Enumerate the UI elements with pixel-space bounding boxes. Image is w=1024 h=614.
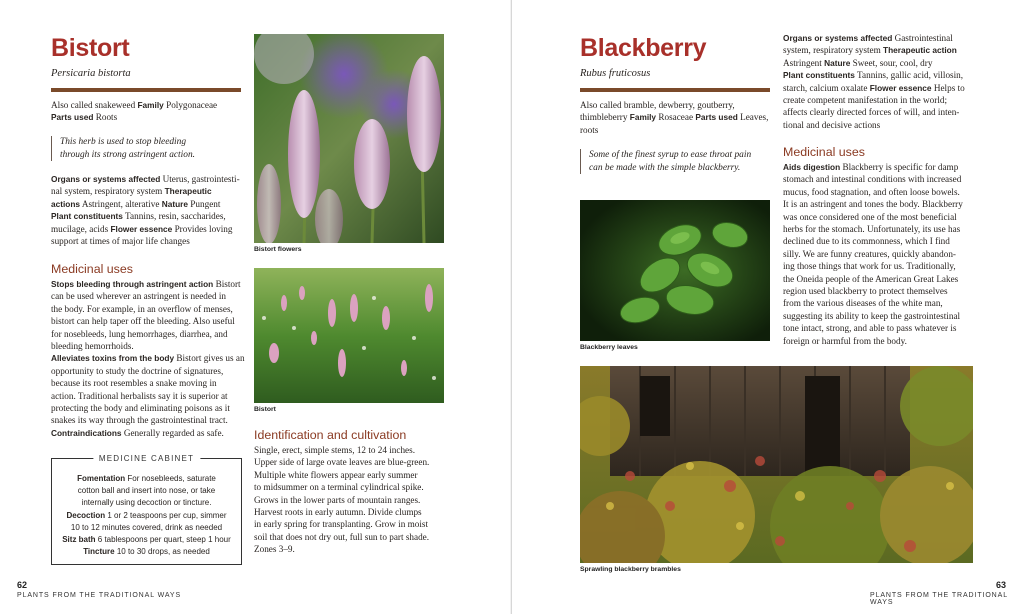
medicine-cabinet-box [51, 454, 242, 565]
caption-bistort-flowers: Bistort flowers [254, 246, 302, 253]
running-head-right: PLANTS FROM THE TRADITIONAL WAYS [870, 592, 1008, 606]
identification-heading: Identification and cultivation [254, 428, 407, 442]
medicine-cabinet-title: MEDICINE CABINET [93, 453, 200, 465]
bistort-medicinal-text: Stops bleeding through astringent action Bistort can be used wherever an astringent is needed in the body. For example, in an overflow of menses, bistort can help taper off the bleeding. Also useful for nosebleeds, lung hemorrhages, diarrhea, and bleeding hemorrhoids. Alleviates toxins from the body Bistort gives us an opportunity to study the doctrine of signatures, because its root resembles a snake moving in action. Traditional herbalists say it is superior at protecting the body and eliminating poisons as it snakes its way through the gastrointestinal tract. Contraindications Generally regarded as safe. [51, 279, 245, 438]
title-rule-right [580, 88, 770, 92]
cabinet-decoction: Decoction 1 or 2 teaspoons per cup, simmer 10 to 12 minutes covered, drink as needed [66, 510, 227, 532]
bistort-latin-name: Persicaria bistorta [51, 68, 131, 79]
blackberry-latin-name: Rubus fruticosus [580, 68, 651, 79]
blackberry-medicinal-text: Aids digestion Blackberry is specific for damp stomach and intestinal conditions with increased mucus, food stagnation, and often loose bowels. It is an astringent and tones the body. Blackberry was once considered one of the most beneficial herbs for the stomach. Unfortunately, its use has declined due to its commonness, which I find silly. We are funny creatures, quickly abandon- ing those things that work for us. Traditionally, the Oneida people of the American Great Lakes region used blackberry to protect themselves from the various diseases of the white man, suggesting its ability to keep the gastrointestinal tone intact, strong, and able to pass whatever is foreign or harmful from the body. [783, 162, 963, 346]
bistort-intro: Also called snakeweed Family Polygonaceae Parts used Roots [51, 100, 218, 123]
cabinet-fomentation: Fomentation For nosebleeds, saturate cotton ball and insert into nose, or take internally using decoction or tincture. [77, 474, 216, 508]
bistort-pull-quote: This herb is used to stop bleeding through its strong astringent action. [51, 136, 250, 161]
blackberry-leaves-photo [580, 200, 770, 341]
blackberry-intro: Also called bramble, dewberry, goutberry, thimbleberry Family Rosaceae Parts used Leaves, roots [580, 100, 769, 135]
page-number-right: 63 [996, 580, 1007, 590]
title-rule [51, 88, 241, 92]
blackberry-brambles-photo [580, 366, 973, 563]
cabinet-tincture: Tincture 10 to 30 drops, as needed [83, 547, 210, 557]
right-page [512, 0, 1024, 614]
bistort-properties: Organs or systems affected Uterus, gastrointesti- nal system, respiratory system Therapeutic actions Astringent, alterative Nature Pungent Plant constituents Tannins, resin, saccharides, mucilage, acids Flower essence Provides loving support at times of major life changes [51, 174, 240, 247]
running-head-left: PLANTS FROM THE TRADITIONAL WAYS [17, 592, 182, 599]
blackberry-title: Blackberry [580, 34, 707, 62]
caption-blackberry-brambles: Sprawling blackberry brambles [580, 566, 681, 573]
bistort-medicinal-heading: Medicinal uses [51, 262, 133, 276]
bistort-title: Bistort [51, 34, 130, 62]
caption-bistort-meadow: Bistort [254, 406, 276, 413]
blackberry-pull-quote: Some of the finest syrup to ease throat pain can be made with the simple blackberry. [580, 149, 784, 174]
identification-text: Single, erect, simple stems, 12 to 24 inches. Upper side of large ovate leaves are blue-green. Multiple white flowers appear early summer to midsummer on a terminal cylindrical spike. Grows in the lower parts of mountain ranges. Harvest roots in early autumn. Divide clumps in early spring for transplanting. Grow in moist soil that does not dry out, full sun to part shade. Zones 3–9. [254, 445, 430, 555]
blackberry-medicinal-heading: Medicinal uses [783, 145, 865, 159]
bistort-meadow-photo [254, 268, 444, 403]
caption-blackberry-leaves: Blackberry leaves [580, 344, 638, 351]
bistort-flowers-photo [254, 34, 444, 243]
page-number-left: 62 [17, 580, 28, 590]
cabinet-sitz-bath: Sitz bath 6 tablespoons per quart, steep 1 hour [62, 535, 231, 545]
blackberry-properties: Organs or systems affected Gastrointestinal system, respiratory system Therapeutic action Astringent Nature Sweet, sour, cool, dry Plant constituents Tannins, gallic acid, villosin, starch, calcium oxalate Flower essence Helps to create competent manifestation in the world; affects clearly directed forces of will, and inten- tional and decisive actions [783, 33, 965, 130]
